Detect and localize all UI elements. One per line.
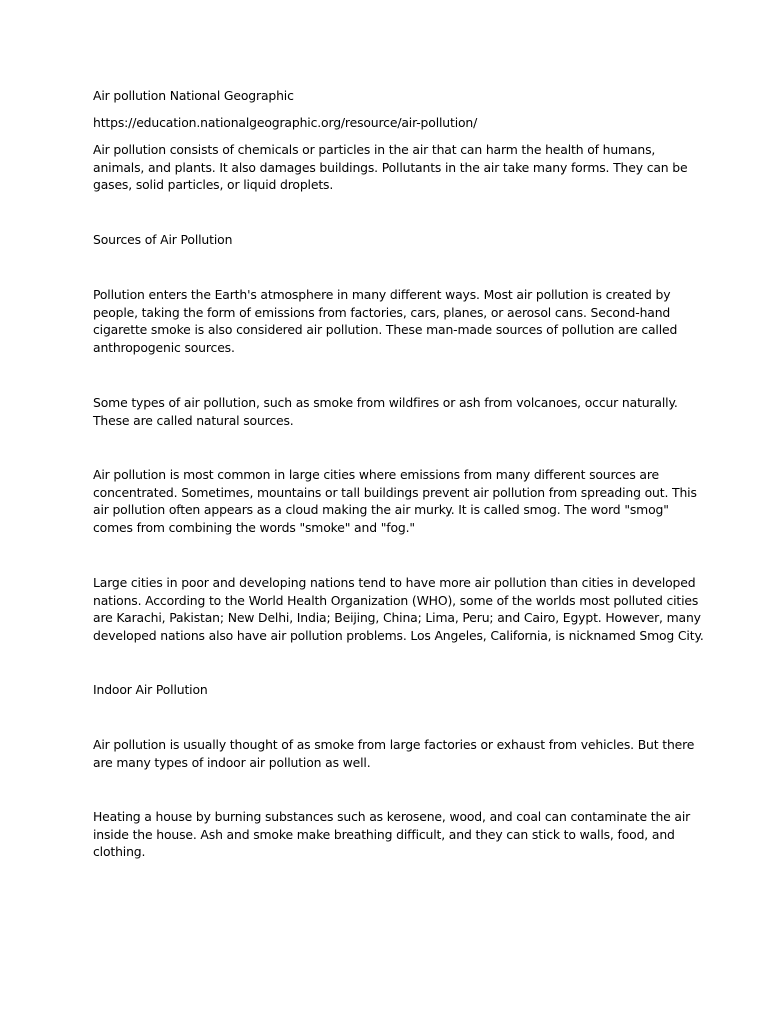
smog-paragraph bbox=[93, 466, 697, 537]
intro-paragraph bbox=[93, 141, 688, 194]
paragraph-line: Air pollution consists of chemicals or particles in the air that can harm the health of humans, bbox=[93, 142, 656, 157]
section-heading-sources: Sources of Air Pollution bbox=[93, 232, 233, 247]
paragraph-line: Large cities in poor and developing nations tend to have more air pollution than cities in developed bbox=[93, 575, 696, 590]
indoor-paragraph bbox=[93, 736, 695, 771]
paragraph-line: anthropogenic sources. bbox=[93, 340, 235, 356]
document-title: Air pollution National Geographic bbox=[93, 88, 294, 103]
paragraph-line: Air pollution is usually thought of as smoke from large factories or exhaust from vehicles. But there bbox=[93, 737, 695, 752]
paragraph-line: clothing. bbox=[93, 844, 146, 860]
polluted-cities-paragraph bbox=[93, 574, 704, 645]
paragraph-line: people, taking the form of emissions from factories, cars, planes, or aerosol cans. Second-hand bbox=[93, 304, 671, 320]
paragraph-line: gases, solid particles, or liquid droplets. bbox=[93, 177, 334, 193]
section-heading-indoor: Indoor Air Pollution bbox=[93, 682, 208, 697]
paragraph-line: are many types of indoor air pollution as well. bbox=[93, 754, 371, 770]
paragraph-line: animals, and plants. It also damages buildings. Pollutants in the air take many forms. They can be bbox=[93, 159, 688, 175]
anthropogenic-paragraph bbox=[93, 286, 683, 357]
paragraph-line: comes from combining the words "smoke" and "fog." bbox=[93, 520, 415, 536]
paragraph-line: Pollution enters the Earth's atmosphere in many different ways. Most air pollution is created by bbox=[93, 287, 671, 302]
paragraph-line: nations. According to the World Health Organization (WHO), some of the worlds most polluted cities bbox=[93, 592, 699, 608]
paragraph-line: concentrated. Sometimes, mountains or tall buildings prevent air pollution from spreading out. This bbox=[93, 484, 697, 500]
source-url: https://education.nationalgeographic.org/resource/air-pollution/ bbox=[93, 115, 478, 130]
paragraph-line: Air pollution is most common in large cities where emissions from many different sources are bbox=[93, 467, 659, 482]
paragraph-line: air pollution often appears as a cloud making the air murky. It is called smog. The word "smog" bbox=[93, 502, 669, 518]
paragraph-line: inside the house. Ash and smoke make breathing difficult, and they can stick to walls, food, and bbox=[93, 826, 675, 842]
paragraph-line: Heating a house by burning substances such as kerosene, wood, and coal can contaminate the air bbox=[93, 809, 691, 824]
paragraph-line: developed nations also have air pollution problems. Los Angeles, California, is nicknamed Smog City. bbox=[93, 628, 704, 644]
paragraph-line: are Karachi, Pakistan; New Delhi, India; Beijing, China; Lima, Peru; and Cairo, Egypt. However, many bbox=[93, 610, 701, 626]
paragraph-line: These are called natural sources. bbox=[93, 412, 294, 428]
heating-paragraph bbox=[93, 808, 691, 861]
paragraph-line: cigarette smoke is also considered air pollution. These man-made sources of pollution are called bbox=[93, 322, 678, 338]
paragraph-line: Some types of air pollution, such as smoke from wildfires or ash from volcanoes, occur naturally. bbox=[93, 395, 678, 410]
natural-sources-paragraph bbox=[93, 394, 683, 429]
